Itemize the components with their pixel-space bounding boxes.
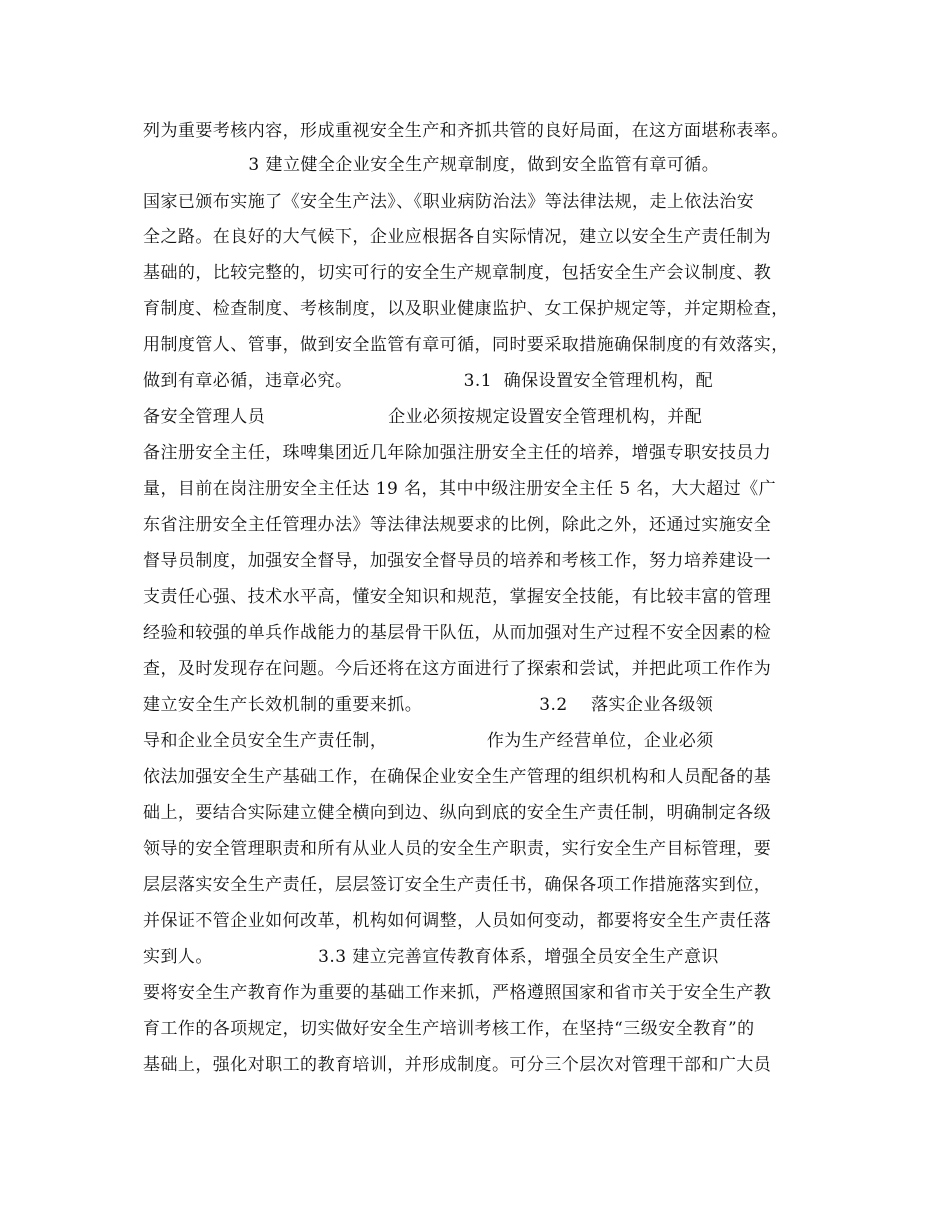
text-line: 领导的安全管理职责和所有从业人员的安全生产职责，实行安全生产目标管理，要 [143, 839, 772, 859]
text-line: 做到有章必循，违章必究。 3.1 确保设置安全管理机构，配 [143, 371, 714, 391]
text-line: 用制度管人、管事，做到安全监管有章可循，同时要采取措施确保制度的有效落实， [143, 335, 789, 355]
text-line: 基础上，强化对职工的教育培训，并形成制度。可分三个层次对管理干部和广大员 [143, 1055, 772, 1075]
text-line: 查，及时发现存在问题。今后还将在这方面进行了探索和尝试，并把此项工作作为 [143, 659, 772, 679]
text-line: 实到人。 3.3 建立完善宣传教育体系，增强全员安全生产意识 [143, 947, 719, 967]
text-line: 列为重要考核内容，形成重视安全生产和齐抓共管的良好局面，在这方面堪称表率。 [143, 121, 789, 141]
text-line: 并保证不管企业如何改革，机构如何调整，人员如何变动，都要将安全生产责任落 [143, 911, 772, 931]
text-line: 量，目前在岗注册安全主任达 19 名，其中中级注册安全主任 5 名，大大超过《广 [143, 479, 777, 499]
text-line: 育制度、检查制度、考核制度，以及职业健康监护、女工保护规定等，并定期检查， [143, 299, 789, 319]
text-line: 支责任心强、技术水平高，懂安全知识和规范，掌握安全技能，有比较丰富的管理 [143, 587, 772, 607]
text-line: 依法加强安全生产基础工作，在确保企业安全生产管理的组织机构和人员配备的基 [143, 767, 772, 787]
text-line: 备注册安全主任，珠啤集团近几年除加强注册安全主任的培养，增强专职安技员力 [143, 443, 772, 463]
text-line: 育工作的各项规定，切实做好安全生产培训考核工作，在坚持“三级安全教育”的 [143, 1019, 755, 1039]
text-line: 全之路。在良好的大气候下，企业应根据各自实际情况，建立以安全生产责任制为 [143, 227, 772, 247]
text-line: 督导员制度，加强安全督导，加强安全督导员的培养和考核工作，努力培养建设一 [143, 551, 772, 571]
section-heading-3: 3 建立健全企业安全生产规章制度，做到安全监管有章可循。 [143, 155, 720, 175]
text-line: 国家已颁布实施了《安全生产法》、《职业病防治法》等法律法规，走上依法治安 [143, 192, 755, 212]
text-line: 建立安全生产长效机制的重要来抓。 3.2 落实企业各级领 [143, 695, 714, 715]
text-line: 础上，要结合实际建立健全横向到边、纵向到底的安全生产责任制，明确制定各级 [143, 803, 772, 823]
text-line: 基础的，比较完整的，切实可行的安全生产规章制度，包括安全生产会议制度、教 [143, 263, 772, 283]
text-line: 要将安全生产教育作为重要的基础工作来抓，严格遵照国家和省市关于安全生产教 [143, 983, 772, 1003]
text-line: 经验和较强的单兵作战能力的基层骨干队伍，从而加强对生产过程不安全因素的检 [143, 623, 772, 643]
text-line: 层层落实安全生产责任，层层签订安全生产责任书，确保各项工作措施落实到位， [143, 875, 772, 895]
text-line: 导和企业全员安全生产责任制， 作为生产经营单位，企业必须 [143, 731, 714, 751]
text-line: 备安全管理人员 企业必须按规定设置安全管理机构，并配 [143, 407, 703, 427]
text-line: 东省注册安全主任管理办法》等法律法规要求的比例，除此之外，还通过实施安全 [143, 515, 772, 535]
